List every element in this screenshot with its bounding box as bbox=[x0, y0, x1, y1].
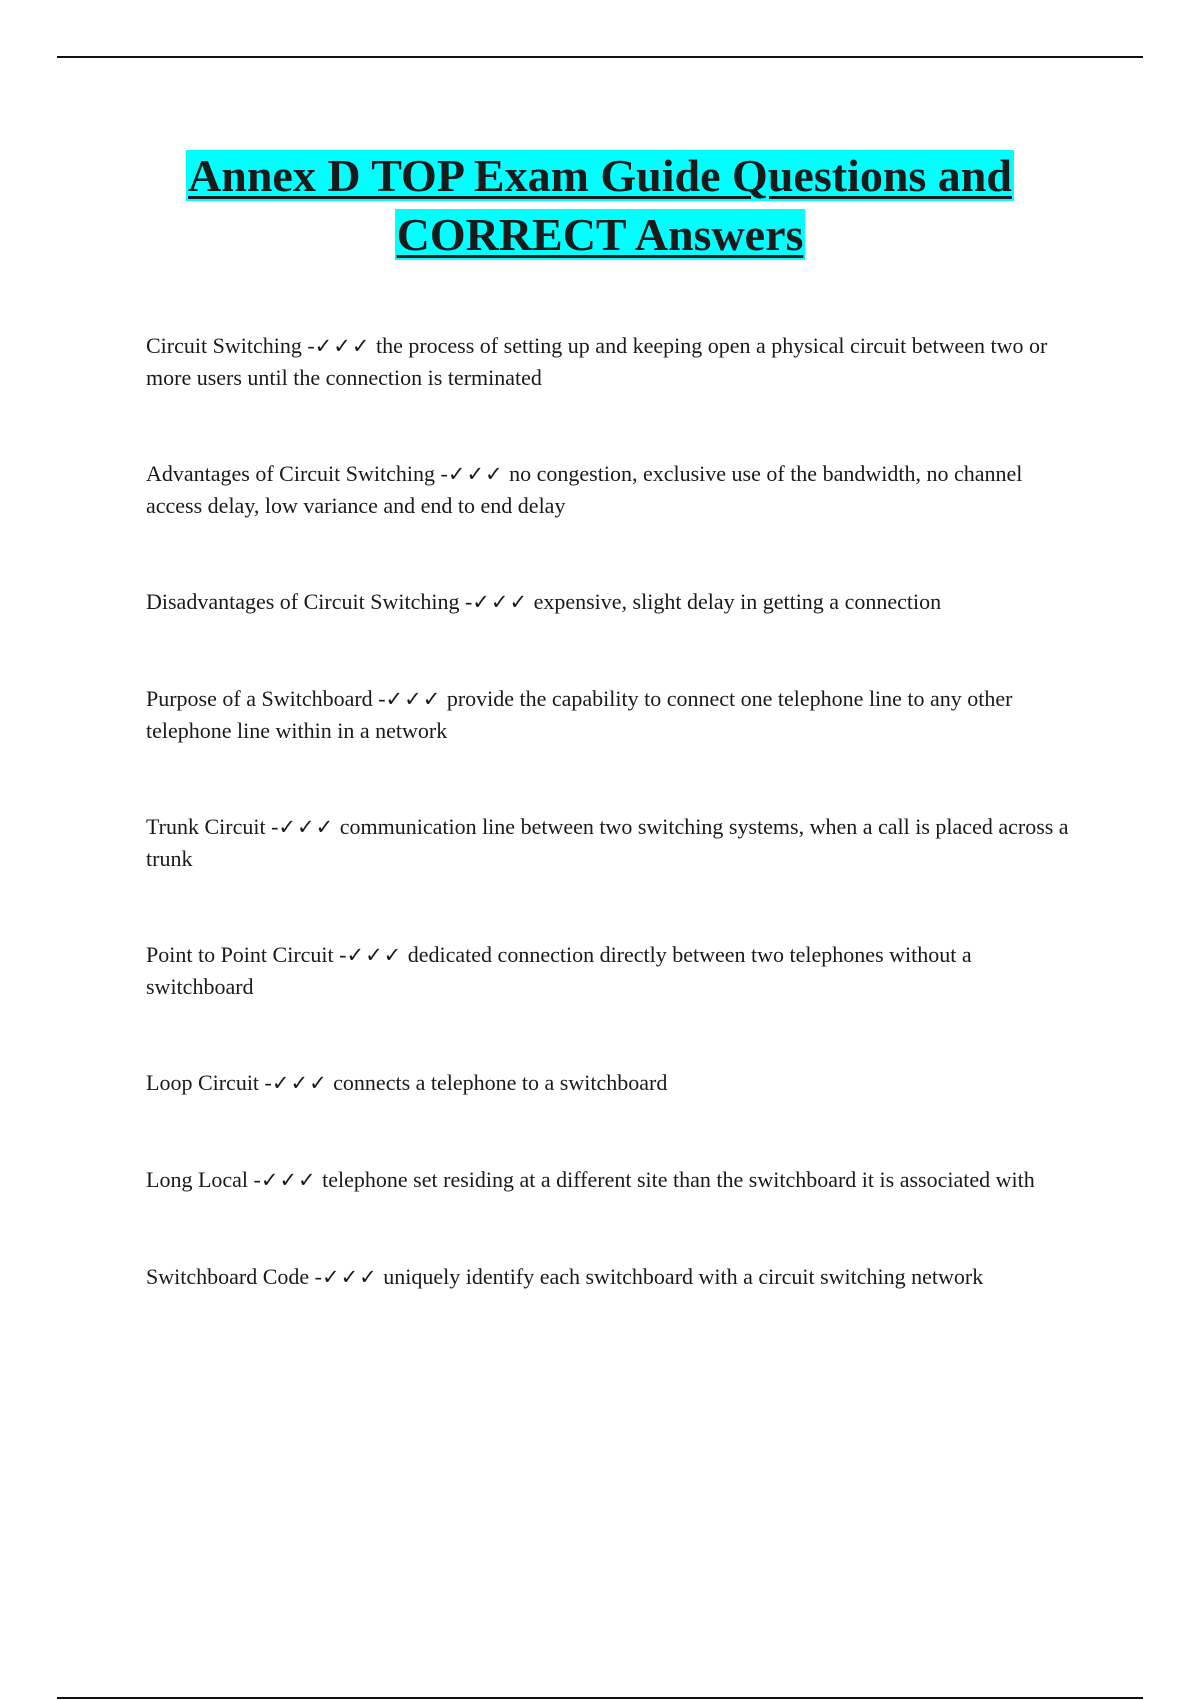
check-marks-icon: ✓✓✓ bbox=[321, 1265, 378, 1289]
qa-list bbox=[146, 330, 1081, 1358]
qa-separator: - bbox=[265, 814, 279, 839]
qa-item bbox=[146, 586, 1081, 618]
qa-item bbox=[146, 1067, 1081, 1099]
qa-item bbox=[146, 458, 1081, 521]
qa-term: Advantages of Circuit Switching bbox=[146, 461, 436, 486]
qa-item bbox=[146, 1164, 1081, 1196]
check-marks-icon: ✓✓✓ bbox=[447, 462, 504, 486]
qa-answer: connects a telephone to a switchboard bbox=[327, 1070, 668, 1095]
check-marks-icon: ✓✓✓ bbox=[472, 590, 529, 614]
qa-separator: - bbox=[309, 1264, 322, 1289]
qa-answer: the process of setting up and keeping open a physical circuit between two or more users until the connection is terminated bbox=[146, 333, 1048, 390]
qa-separator: - bbox=[459, 589, 473, 614]
qa-term: Circuit Switching bbox=[146, 333, 302, 358]
qa-answer: dedicated connection directly between two telephones without a switchboard bbox=[146, 942, 972, 999]
check-marks-icon: ✓✓✓ bbox=[260, 1168, 317, 1192]
qa-separator: - bbox=[372, 686, 386, 711]
page-title bbox=[100, 146, 1100, 264]
qa-item bbox=[146, 683, 1081, 746]
qa-term: Switchboard Code bbox=[146, 1264, 310, 1289]
title-line-1: Annex D TOP Exam Guide Questions and bbox=[188, 150, 1012, 201]
check-marks-icon: ✓✓✓ bbox=[278, 815, 335, 839]
qa-answer: communication line between two switching systems, when a call is placed across a trunk bbox=[146, 814, 1069, 871]
qa-answer: telephone set residing at a different site than the switchboard it is associated with bbox=[316, 1167, 1035, 1192]
qa-separator: - bbox=[435, 461, 448, 486]
qa-term: Point to Point Circuit bbox=[146, 942, 334, 967]
top-rule bbox=[57, 56, 1143, 58]
qa-term: Trunk Circuit bbox=[146, 814, 266, 839]
qa-answer: provide the capability to connect one telephone line to any other telephone line within in a network bbox=[146, 686, 1013, 743]
qa-separator: - bbox=[259, 1070, 272, 1095]
qa-term: Long Local bbox=[146, 1167, 249, 1192]
qa-item bbox=[146, 330, 1081, 393]
check-marks-icon: ✓✓✓ bbox=[385, 687, 442, 711]
qa-separator: - bbox=[333, 942, 347, 967]
qa-separator: - bbox=[301, 333, 315, 358]
bottom-rule bbox=[57, 1697, 1143, 1699]
qa-item bbox=[146, 1261, 1081, 1293]
qa-answer: uniquely identify each switchboard with a circuit switching network bbox=[377, 1264, 984, 1289]
check-marks-icon: ✓✓✓ bbox=[346, 943, 403, 967]
qa-term: Disadvantages of Circuit Switching bbox=[146, 589, 460, 614]
qa-item bbox=[146, 939, 1081, 1002]
title-line-2: CORRECT Answers bbox=[396, 209, 804, 260]
check-marks-icon: ✓✓✓ bbox=[271, 1071, 328, 1095]
qa-answer: no congestion, exclusive use of the bandwidth, no channel access delay, low variance and end to end delay bbox=[146, 461, 1023, 518]
check-marks-icon: ✓✓✓ bbox=[314, 334, 371, 358]
qa-term: Loop Circuit bbox=[146, 1070, 260, 1095]
qa-answer: expensive, slight delay in getting a connection bbox=[528, 589, 942, 614]
qa-separator: - bbox=[248, 1167, 261, 1192]
qa-term: Purpose of a Switchboard bbox=[146, 686, 373, 711]
qa-item bbox=[146, 811, 1081, 874]
